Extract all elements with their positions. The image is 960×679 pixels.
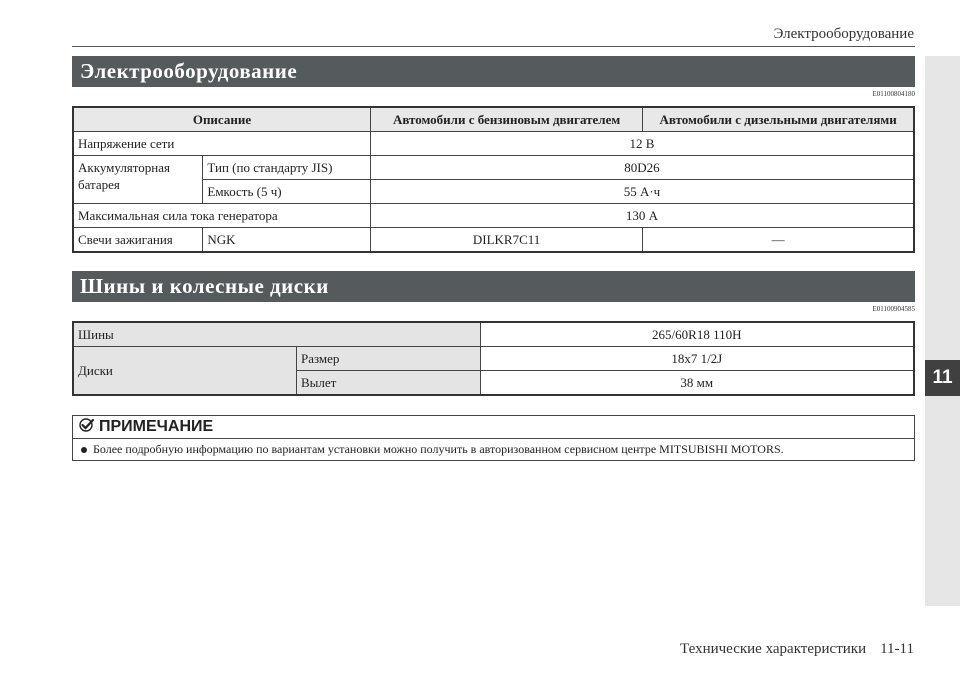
wheels-label: Диски	[73, 347, 296, 396]
note-item	[73, 439, 914, 460]
table-row	[73, 204, 914, 228]
column-header-diesel: Автомобили с дизельными двигателями	[643, 107, 914, 132]
chapter-tab[interactable]: 11	[925, 360, 960, 396]
battery-label: Аккумуляторная батарея	[73, 156, 203, 204]
note-header	[73, 416, 914, 439]
battery-type-label: Тип (по стандарту JIS)	[203, 156, 371, 180]
note-box	[72, 415, 915, 461]
battery-capacity-value: 55 А·ч	[370, 180, 914, 204]
electrical-ref-code: E01100804180	[872, 90, 915, 98]
battery-capacity-label: Емкость (5 ч)	[203, 180, 371, 204]
battery-type-value: 80D26	[370, 156, 914, 180]
tires-ref-code: E01100904585	[872, 305, 915, 313]
table-header-row	[73, 107, 914, 132]
page-footer	[680, 641, 914, 658]
tires-table	[72, 321, 915, 396]
page-number: 11-11	[880, 641, 914, 657]
table-row	[73, 132, 914, 156]
side-tab-strip	[925, 56, 960, 606]
wheels-size-value: 18x7 1/2J	[480, 347, 914, 371]
spark-plugs-diesel: —	[643, 228, 914, 253]
alternator-label: Максимальная сила тока генератора	[73, 204, 370, 228]
column-header-petrol: Автомобили с бензиновым двигателем	[370, 107, 642, 132]
table-row	[73, 156, 914, 180]
header-rule	[72, 46, 915, 47]
spark-plugs-petrol: DILKR7C11	[370, 228, 642, 253]
voltage-label: Напряжение сети	[73, 132, 370, 156]
note-text: Более подробную информацию по вариантам установки можно получить в авторизованном сервисном центре MITSUBISHI MOTORS.	[93, 442, 784, 456]
spark-plugs-label: Свечи зажигания	[73, 228, 203, 253]
spark-plugs-brand: NGK	[203, 228, 371, 253]
wheels-offset-label: Вылет	[296, 371, 480, 396]
footer-chapter-title: Технические характеристики	[680, 641, 867, 657]
tires-section-title: Шины и колесные диски	[72, 271, 915, 302]
wheels-size-label: Размер	[296, 347, 480, 371]
tires-label: Шины	[73, 322, 480, 347]
checkmark-icon	[79, 418, 95, 437]
table-row	[73, 347, 914, 371]
table-row	[73, 322, 914, 347]
running-header-title: Электрооборудование	[773, 26, 914, 42]
alternator-value: 130 А	[370, 204, 914, 228]
column-header-description: Описание	[73, 107, 370, 132]
table-row	[73, 228, 914, 253]
note-title: ПРИМЕЧАНИЕ	[99, 418, 214, 435]
bullet-icon	[81, 447, 87, 453]
wheels-offset-value: 38 мм	[480, 371, 914, 396]
electrical-table	[72, 106, 915, 253]
electrical-section-title: Электрооборудование	[72, 56, 915, 87]
tires-value: 265/60R18 110H	[480, 322, 914, 347]
voltage-value: 12 В	[370, 132, 914, 156]
